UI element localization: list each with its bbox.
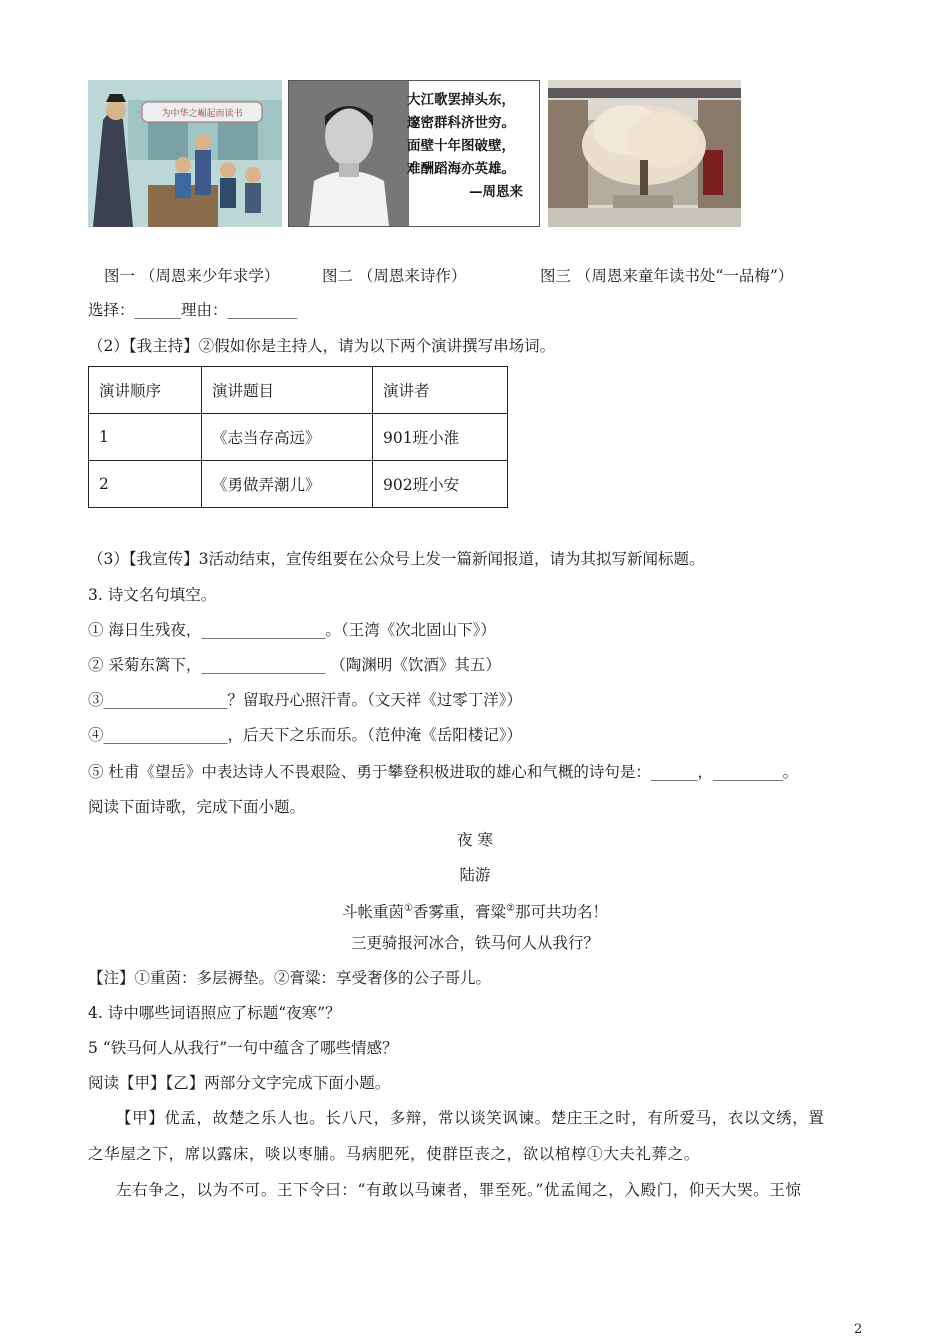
table-header-cell: 演讲题目 xyxy=(202,367,373,414)
fill-blank-4: ④________________，后天下之乐而乐。（范仲淹《岳阳楼记》） xyxy=(88,726,523,744)
caption-figure-2: 图二 （周恩来诗作） xyxy=(322,267,467,285)
poem-line: 面壁十年图破壁， xyxy=(407,138,515,154)
illustration-young-zhou-enlai-studying xyxy=(88,80,282,227)
poem-title: 夜 寒 xyxy=(457,831,493,849)
footnote-marker: ② xyxy=(506,903,515,914)
reading-instruction-prose: 阅读【甲】【乙】两部分文字完成下面小题。 xyxy=(88,1074,391,1092)
table-cell: 2 xyxy=(89,461,202,508)
table-header-row xyxy=(89,367,508,414)
caption-figure-1: 图一 （周恩来少年求学） xyxy=(104,267,280,285)
passage-jia-line-2: 之华屋之下，席以露床，啖以枣脯。马病肥死，使群臣丧之，欲以棺椁①大夫礼葬之。 xyxy=(88,1145,700,1163)
fill-blank-1: ① 海日生残夜，________________。（王湾《次北固山下》） xyxy=(88,621,496,639)
table-cell: 《勇做弄潮儿》 xyxy=(202,461,373,508)
poem-text: 斗帐重茵 xyxy=(342,903,405,922)
table-cell: 901班小淮 xyxy=(373,414,508,461)
table-header-cell: 演讲者 xyxy=(373,367,508,414)
poem-line: 难酬蹈海亦英雄。 xyxy=(407,161,515,177)
fill-blank-5: ⑤ 杜甫《望岳》中表达诗人不畏艰险、勇于攀登积极进取的雄心和气概的诗句是：______，_________。 xyxy=(88,763,799,781)
passage-jia-line-1: 【甲】优孟，故楚之乐人也。长八尺，多辩，常以谈笑讽谏。楚庄王之时，有所爱马，衣以文绣，置 xyxy=(116,1109,825,1127)
question-3-publicity: （3）【我宣传】3活动结束，宣传组要在公众号上发一篇新闻报道，请为其拟写新闻标题。 xyxy=(88,550,705,568)
question-4: 4. 诗中哪些词语照应了标题“夜寒”？ xyxy=(88,1004,341,1022)
table-row xyxy=(89,461,508,508)
question-5: 5 “铁马何人从我行”一句中蕴含了哪些情感？ xyxy=(88,1039,398,1057)
speech-schedule-table xyxy=(88,366,508,508)
footnote-marker: ① xyxy=(404,903,413,914)
fill-blank-2: ② 采菊东篱下，________________ （陶渊明《饮酒》其五） xyxy=(88,656,501,674)
reading-instruction-poem: 阅读下面诗歌，完成下面小题。 xyxy=(88,798,306,816)
fill-blank-3: ③________________？留取丹心照汗青。（文天祥《过零丁洋》） xyxy=(88,691,523,709)
choice-and-reason-blank: 选择：______理由：_________ xyxy=(88,301,298,319)
poem-line: 邃密群科济世穷。 xyxy=(407,115,515,131)
poem-text: 那可共功名！ xyxy=(514,903,608,922)
poem-line-2: 三更骑报河冰合，铁马何人从我行？ xyxy=(350,934,599,952)
page-number: 2 xyxy=(854,1322,863,1337)
table-header-cell: 演讲顺序 xyxy=(89,367,202,414)
poem-text: 香雾重，膏粱 xyxy=(412,903,506,922)
table-cell: 《志当存高远》 xyxy=(202,414,373,461)
illustration-banner-text: 为中华之崛起而读书 xyxy=(161,109,243,119)
passage-jia-line-3: 左右争之，以为不可。王下令曰：“有敢以马谏者，罪至死。”优孟闻之，入殿门，仰天大哭。王惊 xyxy=(116,1181,802,1199)
poem-line: 大江歌罢掉头东， xyxy=(407,92,515,108)
table-cell: 1 xyxy=(89,414,202,461)
poem-notes: 【注】①重茵：多层褥垫。②膏粱：享受奢侈的公子哥儿。 xyxy=(88,969,492,987)
table-cell: 902班小安 xyxy=(373,461,508,508)
section-3-heading: 3. 诗文名句填空。 xyxy=(88,586,217,604)
question-2-host: （2）【我主持】②假如你是主持人，请为以下两个演讲撰写串场词。 xyxy=(88,337,556,355)
poem-author: 陆游 xyxy=(459,866,491,884)
poem-block xyxy=(407,89,537,204)
portrait-with-poem xyxy=(288,80,540,227)
photo-plum-tree-courtyard xyxy=(548,80,741,227)
poem-signature: —周恩来 xyxy=(469,184,523,200)
table-row xyxy=(89,414,508,461)
poem-line-1 xyxy=(0,899,950,922)
caption-figure-3: 图三 （周恩来童年读书处“一品梅”） xyxy=(540,267,794,285)
